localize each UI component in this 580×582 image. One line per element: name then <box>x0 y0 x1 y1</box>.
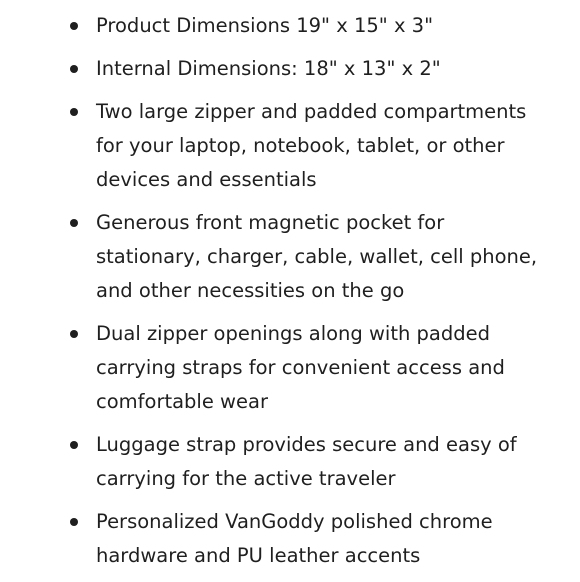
list-item <box>0 9 580 43</box>
list-item <box>0 317 580 419</box>
list-item <box>0 95 580 197</box>
list-item <box>0 505 580 573</box>
bullet-icon <box>70 108 78 116</box>
bullet-icon <box>70 441 78 449</box>
bullet-icon <box>70 518 78 526</box>
list-item-text: Generous front magnetic pocket for stationary, charger, cable, wallet, cell phone, and other necessities on the go <box>96 211 538 302</box>
bullet-icon <box>70 65 78 73</box>
bullet-icon <box>70 330 78 338</box>
feature-list <box>0 9 580 582</box>
list-item-text: Internal Dimensions: 18" x 13" x 2" <box>96 57 441 80</box>
list-item-text: Personalized VanGoddy polished chrome hardware and PU leather accents <box>96 510 493 567</box>
list-item-text: Two large zipper and padded compartments for your laptop, notebook, tablet, or other devices and essentials <box>96 100 527 191</box>
list-item-text: Luggage strap provides secure and easy of carrying for the active traveler <box>96 433 517 490</box>
bullet-icon <box>70 219 78 227</box>
list-item-text: Product Dimensions 19" x 15" x 3" <box>96 14 434 37</box>
list-item <box>0 206 580 308</box>
bullet-icon <box>70 22 78 30</box>
list-item <box>0 428 580 496</box>
list-item <box>0 52 580 86</box>
list-item-text: Dual zipper openings along with padded carrying straps for convenient access and comfortable wear <box>96 322 505 413</box>
